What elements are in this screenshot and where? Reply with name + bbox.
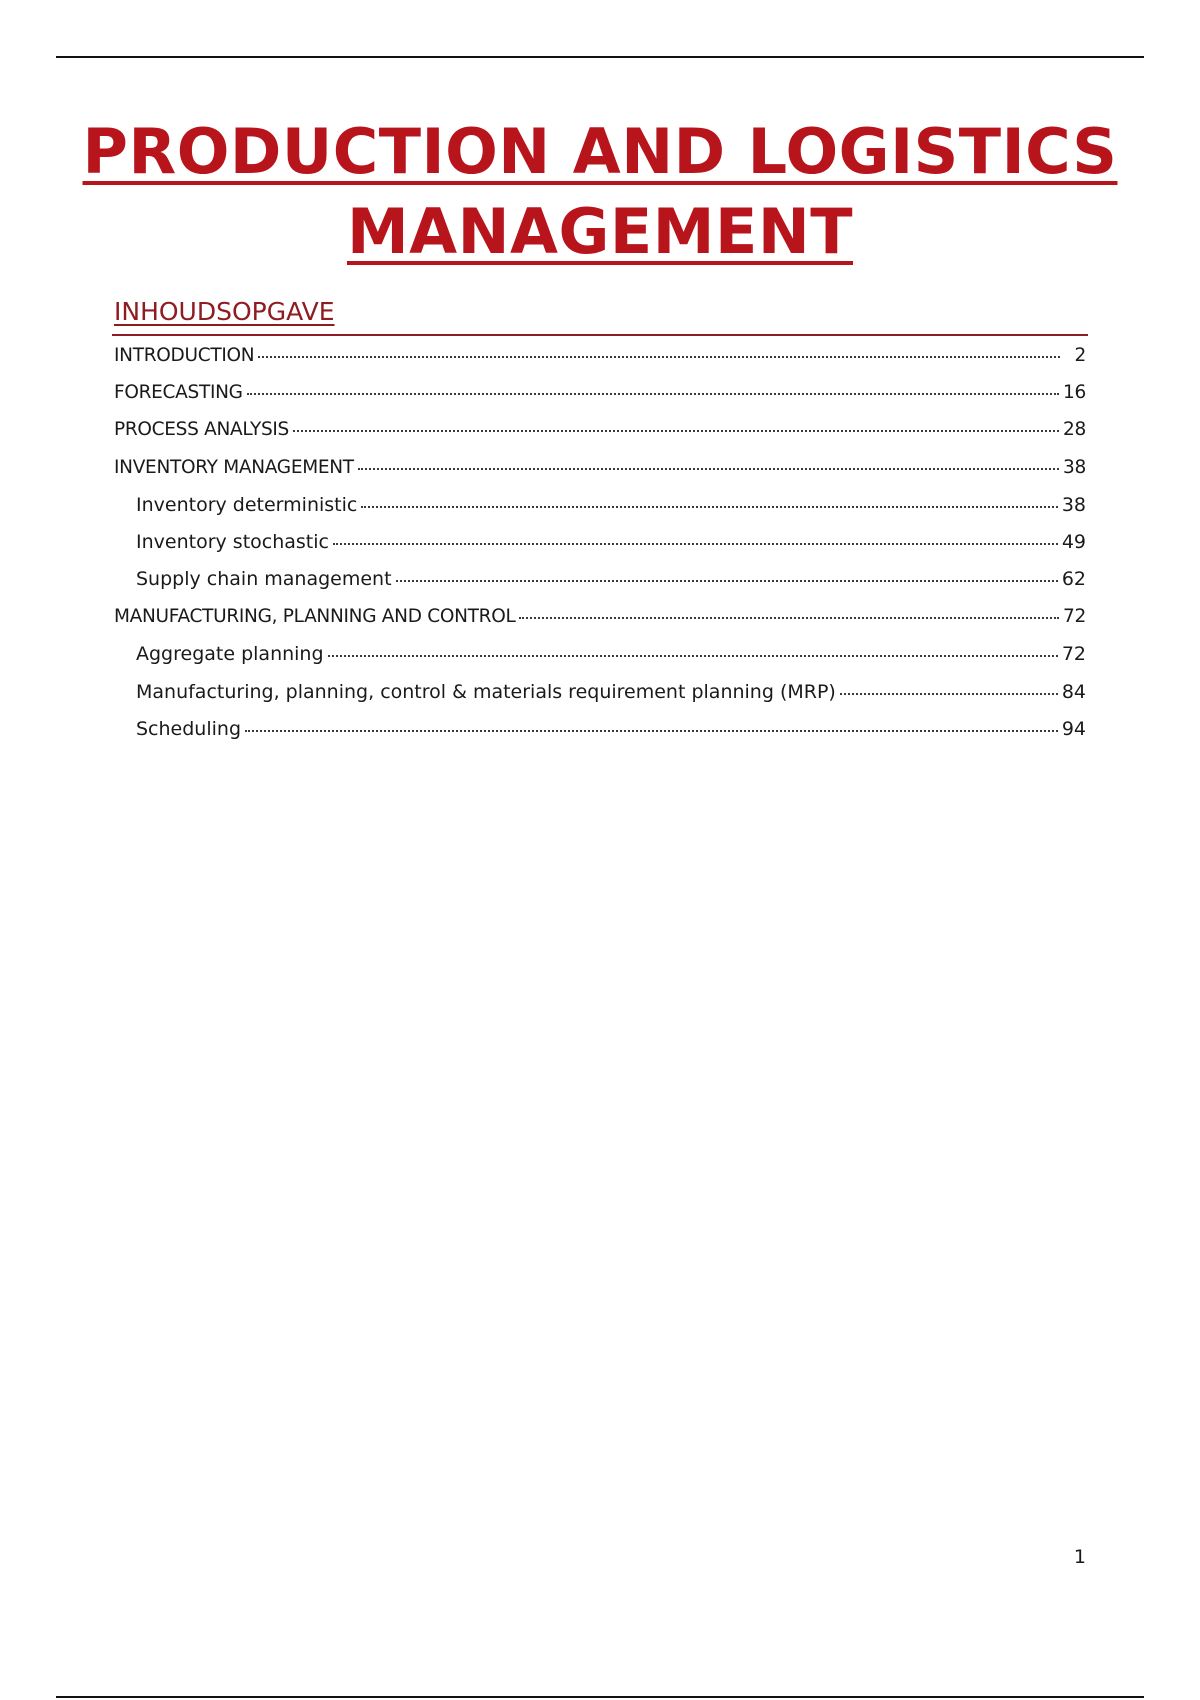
toc-entry-label: FORECASTING <box>114 381 243 403</box>
title-line-1: PRODUCTION AND LOGISTICS <box>82 115 1118 188</box>
toc-entry-page: 84 <box>1061 680 1086 703</box>
toc-entry[interactable] <box>114 566 1086 603</box>
toc-entry-leader <box>293 417 1059 436</box>
toc-entry[interactable] <box>114 417 1086 454</box>
toc-entry-leader <box>328 641 1058 660</box>
toc-entry-label: INTRODUCTION <box>114 344 255 366</box>
toc-entry-leader <box>245 716 1058 735</box>
toc-heading: INHOUDSOPGAVE <box>114 297 335 326</box>
toc-entry-page: 38 <box>1063 456 1086 478</box>
toc-entry-label: MANUFACTURING, PLANNING AND CONTROL <box>114 606 516 628</box>
toc-entry[interactable] <box>114 492 1086 529</box>
toc-entry-leader <box>247 379 1059 398</box>
toc-entry-page: 16 <box>1063 381 1086 403</box>
toc-entry-label: PROCESS ANALYSIS <box>114 419 289 441</box>
toc-entry[interactable] <box>114 342 1086 379</box>
table-of-contents <box>114 342 1086 753</box>
toc-entry-label: Aggregate planning <box>136 643 324 666</box>
toc-entry-page: 28 <box>1063 419 1086 441</box>
page-number: 1 <box>1073 1546 1086 1568</box>
toc-entry-page: 72 <box>1061 643 1086 666</box>
toc-entry-leader <box>396 566 1058 585</box>
toc-entry-leader <box>519 604 1059 623</box>
toc-entry[interactable] <box>114 454 1086 491</box>
toc-entry-page: 38 <box>1061 493 1086 516</box>
toc-entry-page: 62 <box>1061 568 1086 591</box>
toc-entry-page: 49 <box>1061 530 1086 553</box>
header-rule <box>56 56 1144 58</box>
toc-entry-leader <box>358 454 1059 473</box>
toc-entry-page: 2 <box>1074 344 1086 366</box>
toc-entry-leader <box>840 679 1058 698</box>
document-title <box>80 112 1120 272</box>
toc-entry[interactable] <box>114 679 1086 716</box>
footer-rule <box>56 1696 1144 1698</box>
toc-heading-rule <box>112 334 1088 336</box>
toc-entry-label: Scheduling <box>136 717 242 740</box>
toc-entry-leader <box>258 342 1060 361</box>
toc-entry-label: INVENTORY MANAGEMENT <box>114 456 354 478</box>
toc-entry-page: 94 <box>1061 717 1086 740</box>
toc-entry-label: Manufacturing, planning, control & materials requirement planning (MRP) <box>136 680 836 703</box>
toc-entry-leader <box>361 492 1057 511</box>
toc-entry-label: Inventory stochastic <box>136 530 329 553</box>
toc-entry-leader <box>333 529 1058 548</box>
toc-entry-label: Supply chain management <box>136 568 392 591</box>
toc-entry[interactable] <box>114 529 1086 566</box>
toc-entry[interactable] <box>114 604 1086 641</box>
toc-entry-page: 72 <box>1063 606 1086 628</box>
toc-entry[interactable] <box>114 641 1086 678</box>
title-line-2: MANAGEMENT <box>346 195 854 268</box>
toc-entry[interactable] <box>114 379 1086 416</box>
toc-entry[interactable] <box>114 716 1086 753</box>
toc-entry-label: Inventory deterministic <box>136 493 358 516</box>
